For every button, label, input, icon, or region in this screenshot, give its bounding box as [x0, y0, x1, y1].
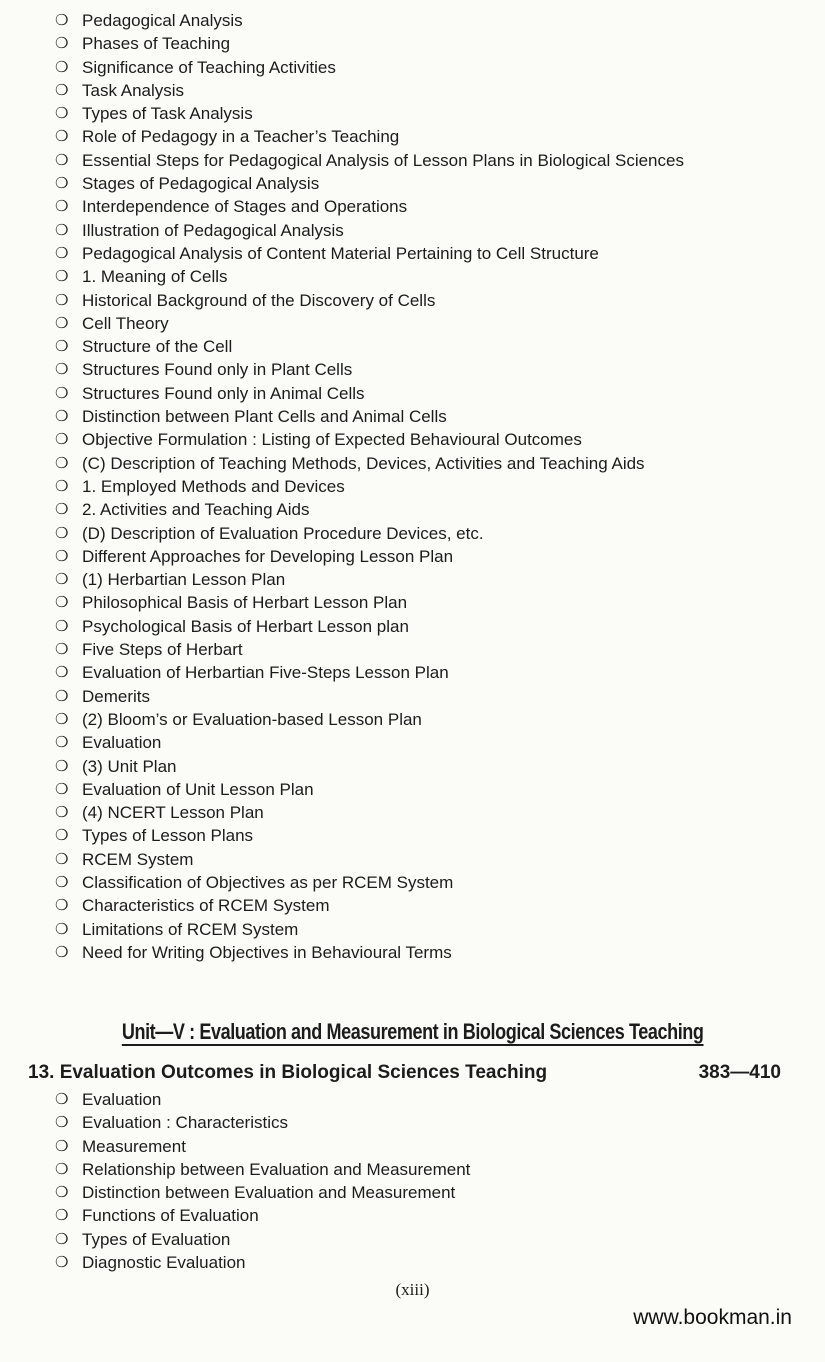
circle-bullet-icon: ❍ [55, 687, 69, 705]
list-item-text: Measurement [82, 1136, 186, 1156]
circle-bullet-icon: ❍ [55, 1091, 69, 1108]
list-item [55, 452, 695, 475]
list-item-text: Types of Lesson Plans [82, 826, 254, 846]
list-item-text: Significance of Teaching Activities [82, 57, 336, 77]
page-number: (xiii) [395, 1280, 430, 1299]
list-item [55, 685, 695, 708]
list-item-text: (C) Description of Teaching Methods, Devices, Activities and Teaching Aids [82, 453, 645, 473]
list-item [55, 219, 695, 242]
list-item [55, 498, 695, 521]
list-item [55, 358, 695, 381]
list-item [55, 405, 695, 428]
list-item-text: 2. Activities and Teaching Aids [82, 500, 310, 520]
unit-heading: Unit—V : Evaluation and Measurement in Biological Sciences Teaching [121, 1019, 704, 1044]
list-item-text: Interdependence of Stages and Operations [82, 197, 408, 217]
list-item [55, 755, 695, 778]
list-item [55, 382, 695, 405]
contents-list-bottom [55, 1088, 695, 1274]
list-item-text: Objective Formulation : Listing of Expected Behavioural Outcomes [82, 430, 582, 450]
chapter-entry [28, 1062, 781, 1084]
list-item-text: Pedagogical Analysis of Content Material Pertaining to Cell Structure [82, 243, 599, 263]
list-item [55, 289, 695, 312]
list-item-text: (2) Bloom’s or Evaluation-based Lesson Plan [82, 709, 422, 729]
list-item [55, 1228, 695, 1251]
circle-bullet-icon: ❍ [55, 175, 69, 193]
circle-bullet-icon: ❍ [55, 1137, 69, 1155]
list-item [55, 941, 695, 964]
list-item-text: Task Analysis [82, 80, 185, 100]
circle-bullet-icon: ❍ [55, 454, 69, 472]
circle-bullet-icon: ❍ [55, 35, 69, 53]
circle-bullet-icon: ❍ [55, 198, 69, 216]
list-item [55, 125, 695, 148]
list-item-text: (D) Description of Evaluation Procedure Devices, etc. [82, 523, 484, 543]
list-item-text: Distinction between Evaluation and Measurement [82, 1183, 456, 1203]
circle-bullet-icon: ❍ [55, 221, 69, 239]
list-item-text: Demerits [82, 686, 151, 706]
circle-bullet-icon: ❍ [55, 384, 69, 402]
list-item-text: Different Approaches for Developing Lesson Plan [82, 546, 454, 566]
list-item-text: RCEM System [82, 849, 194, 869]
circle-bullet-icon: ❍ [55, 1160, 69, 1178]
circle-bullet-icon: ❍ [55, 431, 69, 449]
list-item-text: 1. Employed Methods and Devices [82, 476, 345, 496]
list-item [55, 1088, 695, 1111]
list-item [55, 591, 695, 614]
list-item [55, 871, 695, 894]
list-item-text: Cell Theory [82, 313, 169, 333]
list-item [55, 32, 695, 55]
list-item-text: (1) Herbartian Lesson Plan [82, 570, 286, 590]
list-item [55, 1204, 695, 1227]
circle-bullet-icon: ❍ [55, 920, 69, 938]
circle-bullet-icon: ❍ [55, 617, 69, 635]
list-item [55, 545, 695, 568]
list-item-text: Evaluation [82, 1090, 162, 1109]
list-item-text: Pedagogical Analysis [82, 11, 243, 30]
list-item [55, 428, 695, 451]
circle-bullet-icon: ❍ [55, 594, 69, 612]
list-item [55, 1135, 695, 1158]
list-item [55, 615, 695, 638]
list-item-text: Philosophical Basis of Herbart Lesson Plan [82, 593, 408, 613]
list-item [55, 312, 695, 335]
list-item-text: Types of Evaluation [82, 1229, 231, 1249]
circle-bullet-icon: ❍ [55, 128, 69, 146]
circle-bullet-icon: ❍ [55, 897, 69, 915]
list-item-text: Limitations of RCEM System [82, 919, 299, 939]
list-item-text: Illustration of Pedagogical Analysis [82, 220, 344, 240]
circle-bullet-icon: ❍ [55, 58, 69, 76]
circle-bullet-icon: ❍ [55, 850, 69, 868]
circle-bullet-icon: ❍ [55, 734, 69, 752]
circle-bullet-icon: ❍ [55, 1184, 69, 1202]
list-item-text: (4) NCERT Lesson Plan [82, 803, 264, 823]
list-item [55, 661, 695, 684]
circle-bullet-icon: ❍ [55, 338, 69, 356]
list-item [55, 195, 695, 218]
list-item [55, 568, 695, 591]
circle-bullet-icon: ❍ [55, 1114, 69, 1132]
circle-bullet-icon: ❍ [55, 408, 69, 426]
list-item [55, 824, 695, 847]
circle-bullet-icon: ❍ [55, 664, 69, 682]
list-item-text: (3) Unit Plan [82, 756, 177, 776]
circle-bullet-icon: ❍ [55, 943, 69, 961]
list-item [55, 9, 695, 32]
circle-bullet-icon: ❍ [55, 1207, 69, 1225]
list-item-text: Evaluation of Unit Lesson Plan [82, 779, 314, 799]
circle-bullet-icon: ❍ [55, 244, 69, 262]
list-item-text: Psychological Basis of Herbart Lesson plan [82, 616, 409, 636]
list-item [55, 1181, 695, 1204]
circle-bullet-icon: ❍ [55, 81, 69, 99]
list-item [55, 102, 695, 125]
list-item [55, 522, 695, 545]
circle-bullet-icon: ❍ [55, 361, 69, 379]
circle-bullet-icon: ❍ [55, 291, 69, 309]
list-item-text: Phases of Teaching [82, 34, 231, 54]
circle-bullet-icon: ❍ [55, 547, 69, 565]
list-item [55, 335, 695, 358]
list-item-text: Diagnostic Evaluation [82, 1253, 246, 1273]
circle-bullet-icon: ❍ [55, 827, 69, 845]
circle-bullet-icon: ❍ [55, 571, 69, 589]
list-item-text: Role of Pedagogy in a Teacher’s Teaching [82, 127, 400, 147]
list-item-text: Evaluation of Herbartian Five-Steps Lesson Plan [82, 663, 449, 683]
list-item [55, 56, 695, 79]
list-item [55, 242, 695, 265]
list-item [55, 894, 695, 917]
circle-bullet-icon: ❍ [55, 477, 69, 495]
circle-bullet-icon: ❍ [55, 757, 69, 775]
list-item-text: Characteristics of RCEM System [82, 896, 330, 916]
list-item [55, 638, 695, 661]
list-item [55, 475, 695, 498]
list-item [55, 731, 695, 754]
website-url: www.bookman.in [633, 1306, 792, 1329]
circle-bullet-icon: ❍ [55, 524, 69, 542]
list-item [55, 801, 695, 824]
circle-bullet-icon: ❍ [55, 710, 69, 728]
list-item-text: Historical Background of the Discovery of Cells [82, 290, 436, 310]
list-item-text: Types of Task Analysis [82, 104, 253, 124]
list-item-text: Relationship between Evaluation and Measurement [82, 1159, 471, 1179]
list-item [55, 1158, 695, 1181]
circle-bullet-icon: ❍ [55, 151, 69, 169]
circle-bullet-icon: ❍ [55, 1230, 69, 1248]
chapter-title: 13. Evaluation Outcomes in Biological Sciences Teaching [28, 1062, 548, 1083]
list-item-text: Functions of Evaluation [82, 1206, 259, 1226]
list-item-text: Structures Found only in Animal Cells [82, 383, 365, 403]
list-item-text: Structure of the Cell [82, 337, 233, 357]
list-item-text: Stages of Pedagogical Analysis [82, 174, 320, 194]
circle-bullet-icon: ❍ [55, 641, 69, 659]
list-item [55, 265, 695, 288]
list-item [55, 778, 695, 801]
list-item [55, 918, 695, 941]
list-item-text: Evaluation : Characteristics [82, 1113, 288, 1133]
list-item-text: Distinction between Plant Cells and Animal Cells [82, 407, 447, 427]
list-item-text: Need for Writing Objectives in Behavioural Terms [82, 942, 452, 962]
contents-list-top [55, 9, 695, 964]
list-item-text: 1. Meaning of Cells [82, 267, 228, 287]
chapter-pages: 383—410 [698, 1062, 781, 1083]
list-item [55, 149, 695, 172]
circle-bullet-icon: ❍ [55, 12, 69, 29]
circle-bullet-icon: ❍ [55, 804, 69, 822]
list-item [55, 848, 695, 871]
circle-bullet-icon: ❍ [55, 780, 69, 798]
list-item-text: Classification of Objectives as per RCEM System [82, 872, 454, 892]
list-item-text: Structures Found only in Plant Cells [82, 360, 353, 380]
list-item-text: Evaluation [82, 733, 162, 753]
list-item [55, 172, 695, 195]
list-item [55, 708, 695, 731]
circle-bullet-icon: ❍ [55, 1254, 69, 1272]
circle-bullet-icon: ❍ [55, 873, 69, 891]
list-item [55, 1111, 695, 1134]
circle-bullet-icon: ❍ [55, 501, 69, 519]
list-item-text: Essential Steps for Pedagogical Analysis of Lesson Plans in Biological Sciences [82, 150, 684, 170]
list-item [55, 79, 695, 102]
circle-bullet-icon: ❍ [55, 105, 69, 123]
circle-bullet-icon: ❍ [55, 314, 69, 332]
list-item-text: Five Steps of Herbart [82, 640, 243, 660]
circle-bullet-icon: ❍ [55, 268, 69, 286]
list-item [55, 1251, 695, 1274]
